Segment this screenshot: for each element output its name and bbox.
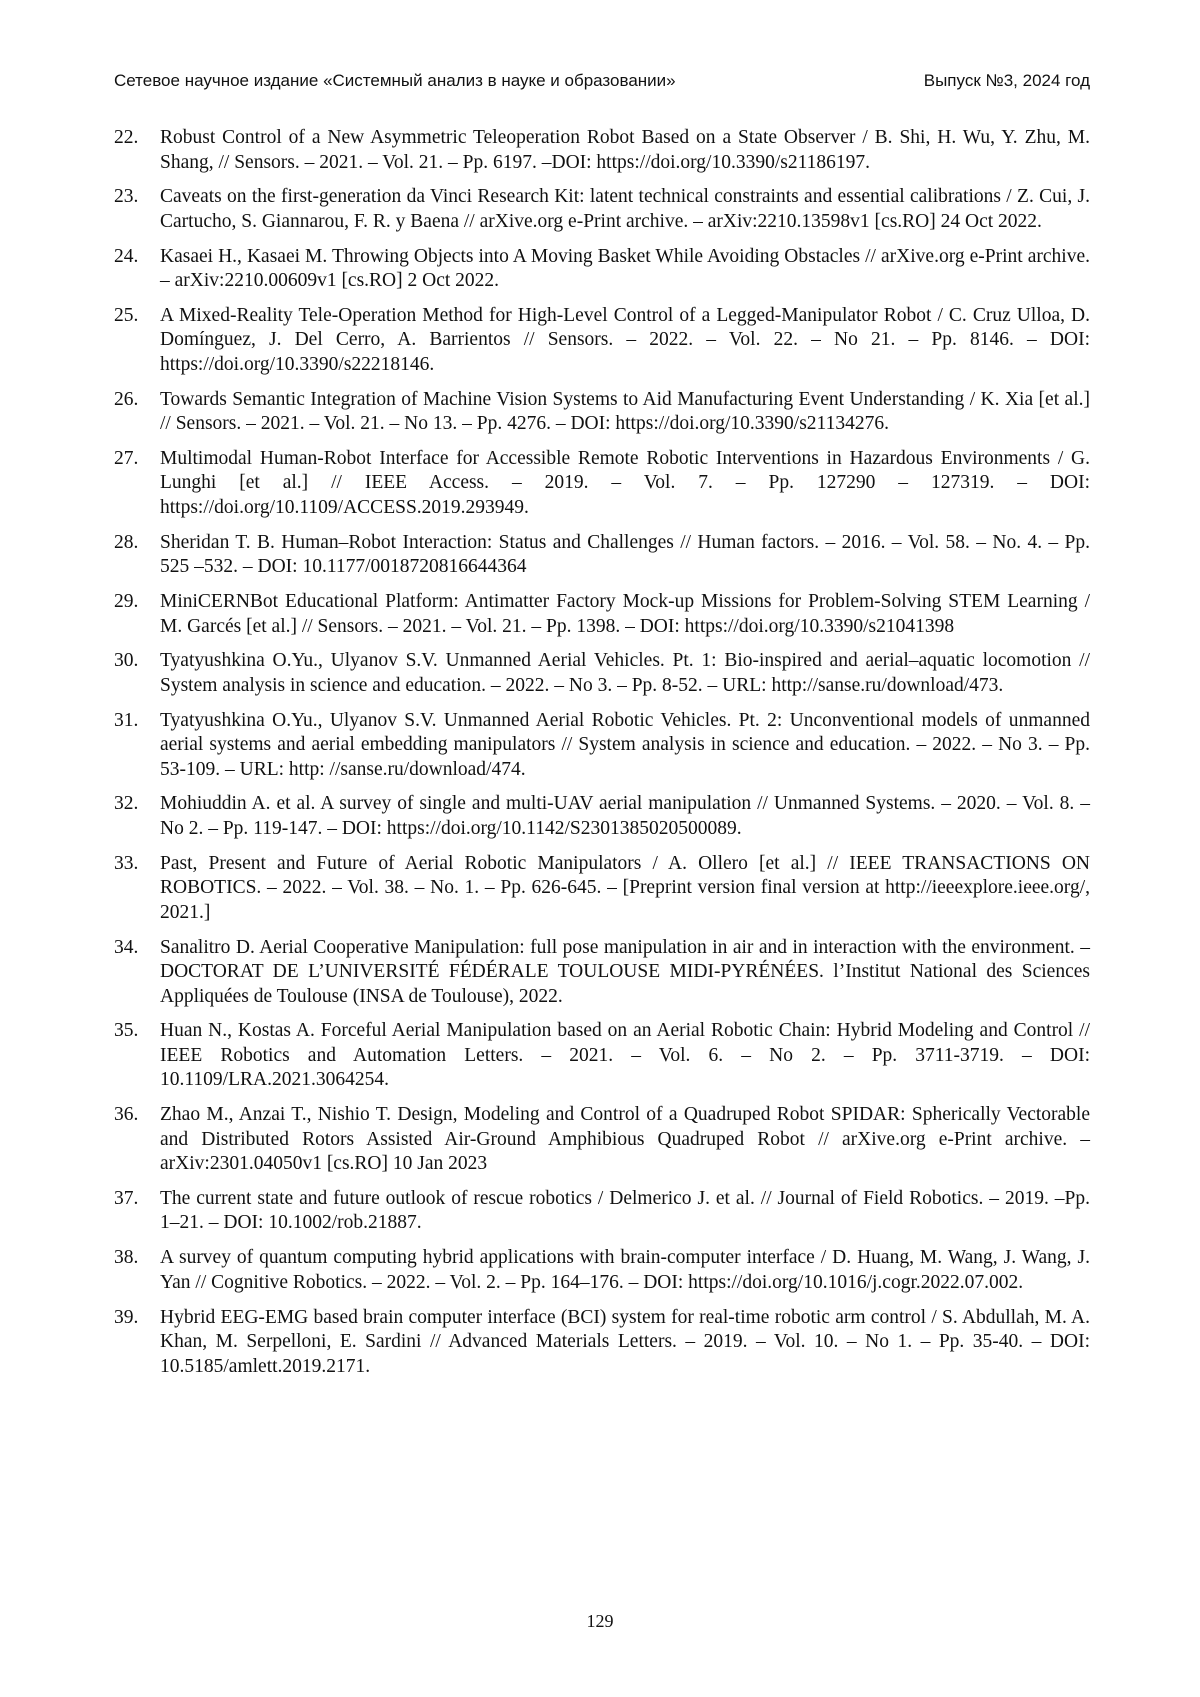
reference-number: 32. bbox=[114, 793, 139, 815]
reference-number: 31. bbox=[114, 709, 139, 731]
reference-text: A survey of quantum computing hybrid applications with brain-computer interface / D. Huang, M. Wang, J. Wang, J. Yan // Cognitive Robotics. – 2022. – Vol. 2. – Pp. 164–176. – DOI: https://doi.org/10.1016/j.cogr.2022.07.002. bbox=[160, 1247, 1090, 1293]
reference-item bbox=[114, 1246, 1090, 1295]
reference-text: Multimodal Human-Robot Interface for Accessible Remote Robotic Interventions in Hazardous Environments / G. Lunghi [et al.] // IEEE Access. – 2019. – Vol. 7. – Pp. 127290 – 127319. – DOI: https://doi.org/10.1109/ACCESS.2019.293949. bbox=[160, 447, 1090, 518]
reference-number: 29. bbox=[114, 591, 139, 613]
reference-text: Sanalitro D. Aerial Cooperative Manipulation: full pose manipulation in air and in interaction with the environment. – DOCTORAT DE L’UNIVERSITÉ FÉDÉRALE TOULOUSE MIDI-PYRÉNÉES. l’Institut National des Sciences Appliquées de Toulouse (INSA de Toulouse), 2022. bbox=[160, 936, 1090, 1007]
reference-text: Caveats on the first-generation da Vinci Research Kit: latent technical constraints and essential calibrations / Z. Cui, J. Cartucho, S. Giannarou, F. R. y Baena // arXive.org e-Print archive. – arXiv:2210.13598v1 [cs.RO] 24 Oct 2022. bbox=[160, 186, 1090, 232]
reference-item bbox=[114, 388, 1090, 437]
reference-item bbox=[114, 304, 1090, 378]
reference-text: Past, Present and Future of Aerial Robotic Manipulators / A. Ollero [et al.] // IEEE TRANSACTIONS ON ROBOTICS. – 2022. – Vol. 38. – No. 1. – Pp. 626-645. – [Preprint version final version at http://ieeexplore.ieee.org/, 2021.] bbox=[160, 852, 1090, 923]
reference-item bbox=[114, 245, 1090, 294]
reference-number: 35. bbox=[114, 1020, 139, 1042]
reference-item bbox=[114, 1187, 1090, 1236]
reference-item bbox=[114, 1103, 1090, 1177]
reference-text: Hybrid EEG-EMG based brain computer interface (BCI) system for real-time robotic arm control / S. Abdullah, M. A. Khan, M. Serpelloni, E. Sardini // Advanced Materials Letters. – 2019. – Vol. 10. – No 1. – Pp. 35-40. – DOI: 10.5185/amlett.2019.2171. bbox=[160, 1306, 1090, 1377]
reference-item bbox=[114, 852, 1090, 926]
reference-number: 36. bbox=[114, 1104, 139, 1126]
page-number: 129 bbox=[586, 1611, 614, 1631]
reference-number: 30. bbox=[114, 650, 139, 672]
reference-number: 27. bbox=[114, 447, 139, 469]
journal-title: Сетевое научное издание «Системный анализ в науке и образовании» bbox=[114, 71, 676, 90]
reference-item bbox=[114, 531, 1090, 580]
reference-text: Tyatyushkina O.Yu., Ulyanov S.V. Unmanned Aerial Robotic Vehicles. Pt. 2: Unconventional models of unmanned aerial systems and aerial embedding manipulators // System analysis in science and education. – 2022. – No 3. – Pp. 53-109. – URL: http: //sanse.ru/download/474. bbox=[160, 709, 1090, 780]
reference-text: Tyatyushkina O.Yu., Ulyanov S.V. Unmanned Aerial Vehicles. Pt. 1: Bio-inspired and aerial–aquatic locomotion // System analysis in science and education. – 2022. – No 3. – Pp. 8-52. – URL: http://sanse.ru/download/473. bbox=[160, 650, 1090, 696]
reference-item bbox=[114, 649, 1090, 698]
reference-text: Huan N., Kostas A. Forceful Aerial Manipulation based on an Aerial Robotic Chain: Hybrid Modeling and Control // IEEE Robotics and Automation Letters. – 2021. – Vol. 6. – No 2. – Pp. 3711-3719. – DOI: 10.1109/LRA.2021.3064254. bbox=[160, 1020, 1090, 1091]
reference-number: 38. bbox=[114, 1247, 139, 1269]
reference-number: 22. bbox=[114, 127, 139, 148]
reference-text: Robust Control of a New Asymmetric Teleoperation Robot Based on a State Observer / B. Shi, H. Wu, Y. Zhu, M. Shang, // Sensors. – 2021. – Vol. 21. – Pp. 6197. –DOI: https://doi.org/10.3390/s21186197. bbox=[160, 127, 1090, 173]
reference-text: Mohiuddin A. et al. A survey of single and multi-UAV aerial manipulation // Unmanned Systems. – 2020. – Vol. 8. – No 2. – Pp. 119-147. – DOI: https://doi.org/10.1142/S2301385020500089. bbox=[160, 793, 1090, 839]
reference-number: 34. bbox=[114, 936, 139, 958]
reference-number: 37. bbox=[114, 1187, 139, 1209]
reference-number: 25. bbox=[114, 304, 139, 326]
reference-number: 28. bbox=[114, 531, 139, 553]
reference-number: 26. bbox=[114, 388, 139, 410]
reference-item bbox=[114, 792, 1090, 841]
reference-text: Zhao M., Anzai T., Nishio T. Design, Modeling and Control of a Quadruped Robot SPIDAR: Spherically Vectorable and Distributed Rotors Assisted Air-Ground Amphibious Quadruped Robot // arXive.org e-Print archive. – arXiv:2301.04050v1 [cs.RO] 10 Jan 2023 bbox=[160, 1104, 1090, 1175]
reference-item bbox=[114, 1306, 1090, 1380]
reference-list bbox=[114, 126, 1090, 1389]
reference-number: 24. bbox=[114, 245, 139, 267]
reference-item bbox=[114, 447, 1090, 521]
reference-item bbox=[114, 709, 1090, 783]
reference-item bbox=[114, 185, 1090, 234]
issue-label: Выпуск №3, 2024 год bbox=[923, 71, 1090, 90]
reference-item bbox=[114, 590, 1090, 639]
reference-text: The current state and future outlook of rescue robotics / Delmerico J. et al. // Journal of Field Robotics. – 2019. –Pp. 1–21. – DOI: 10.1002/rob.21887. bbox=[160, 1187, 1090, 1234]
reference-number: 23. bbox=[114, 186, 139, 208]
reference-text: Kasaei H., Kasaei M. Throwing Objects into A Moving Basket While Avoiding Obstacles // arXive.org e-Print archive. – arXiv:2210.00609v1 [cs.RO] 2 Oct 2022. bbox=[160, 245, 1090, 292]
reference-number: 39. bbox=[114, 1306, 139, 1328]
reference-item bbox=[114, 936, 1090, 1010]
reference-text: A Mixed-Reality Tele-Operation Method for High-Level Control of a Legged-Manipulator Robot / C. Cruz Ulloa, D. Domínguez, J. Del Cerro, A. Barrientos // Sensors. – 2022. – Vol. 22. – No 21. – Pp. 8146. – DOI: https://doi.org/10.3390/s22218146. bbox=[160, 304, 1090, 375]
page-header bbox=[114, 70, 1090, 92]
reference-text: MiniCERNBot Educational Platform: Antimatter Factory Mock-up Missions for Problem-Solving STEM Learning / M. Garcés [et al.] // Sensors. – 2021. – Vol. 21. – Pp. 1398. – DOI: https://doi.org/10.3390/s21041398 bbox=[160, 591, 1090, 637]
reference-number: 33. bbox=[114, 852, 139, 874]
reference-item bbox=[114, 126, 1090, 175]
reference-text: Towards Semantic Integration of Machine Vision Systems to Aid Manufacturing Event Understanding / K. Xia [et al.] // Sensors. – 2021. – Vol. 21. – No 13. – Pp. 4276. – DOI: https://doi.org/10.3390/s21134276. bbox=[160, 388, 1090, 435]
reference-item bbox=[114, 1019, 1090, 1093]
reference-text: Sheridan T. B. Human–Robot Interaction: Status and Challenges // Human factors. – 2016. – Vol. 58. – No. 4. – Pp. 525 –532. – DOI: 10.1177/0018720816644364 bbox=[160, 531, 1090, 578]
